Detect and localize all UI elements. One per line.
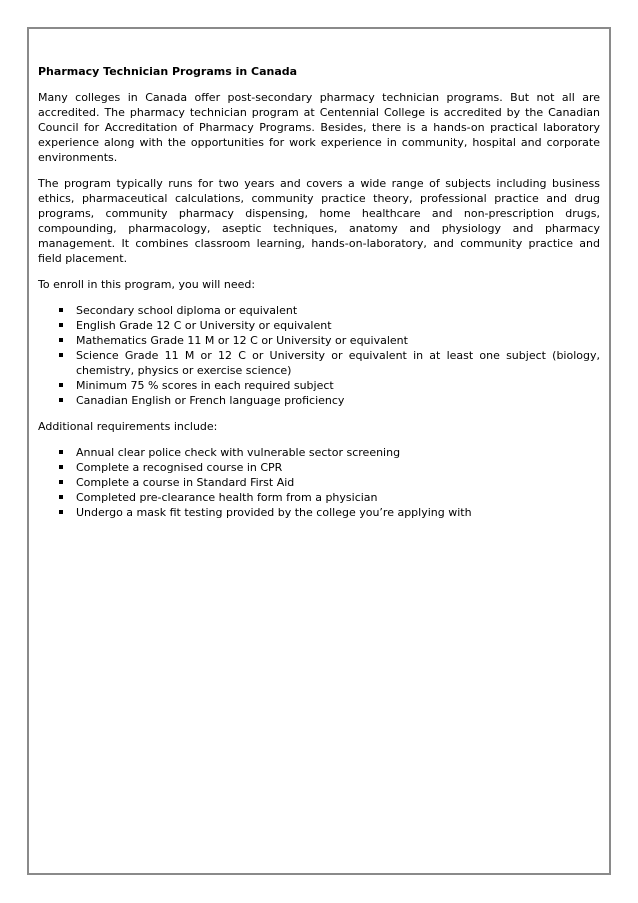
document-title: Pharmacy Technician Programs in Canada [38, 65, 298, 78]
list-item [38, 475, 600, 490]
list-item [38, 490, 600, 505]
bullet-icon [59, 495, 63, 499]
list-item-text: Minimum 75 % scores in each required subject [76, 379, 334, 392]
bullet-icon [59, 398, 63, 402]
list-item [38, 333, 600, 348]
list-item-text: Complete a recognised course in CPR [76, 461, 283, 474]
list-item [38, 393, 600, 408]
document-body [38, 64, 600, 531]
additional-requirements-list [38, 445, 600, 520]
bullet-icon [59, 450, 63, 454]
bullet-icon [59, 510, 63, 514]
bullet-icon [59, 480, 63, 484]
list-item-text: Completed pre-clearance health form from a physician [76, 491, 378, 504]
bullet-icon [59, 338, 63, 342]
list-item [38, 318, 600, 333]
bullet-icon [59, 465, 63, 469]
bullet-icon [59, 308, 63, 312]
bullet-icon [59, 323, 63, 327]
list-item-text: Undergo a mask fit testing provided by the college you’re applying with [76, 506, 472, 519]
bullet-icon [59, 353, 63, 357]
list-item [38, 505, 600, 520]
additional-intro: Additional requirements include: [38, 420, 218, 433]
list-item [38, 303, 600, 318]
list-item-text: Complete a course in Standard First Aid [76, 476, 295, 489]
list-item [38, 378, 600, 393]
list-item-text: Secondary school diploma or equivalent [76, 304, 298, 317]
bullet-icon [59, 383, 63, 387]
intro-paragraph: Many colleges in Canada offer post-secondary pharmacy technician programs. But not all are accredited. The pharmacy technician program at Centennial College is accredited by the Canadian Council for Accreditation of Pharmacy Programs. Besides, there is a hands-on practical laboratory experience along with the opportunities for work experience in community, hospital and corporate environments. [38, 91, 600, 164]
enroll-requirements-list [38, 303, 600, 408]
list-item-text: Mathematics Grade 11 M or 12 C or University or equivalent [76, 334, 408, 347]
list-item-text: Canadian English or French language proficiency [76, 394, 345, 407]
list-item [38, 445, 600, 460]
list-item-text: English Grade 12 C or University or equivalent [76, 319, 332, 332]
enroll-intro: To enroll in this program, you will need: [38, 278, 256, 291]
list-item [38, 460, 600, 475]
list-item [38, 348, 600, 378]
program-paragraph: The program typically runs for two years and covers a wide range of subjects including business ethics, pharmaceutical calculations, community practice theory, professional practice and drug programs, community pharmacy dispensing, home healthcare and non-prescription drugs, compounding, pharmacology, aseptic techniques, anatomy and physiology and pharmacy management. It combines classroom learning, hands-on-laboratory, and community practice and field placement. [38, 177, 600, 265]
list-item-text: Annual clear police check with vulnerable sector screening [76, 446, 401, 459]
list-item-text: Science Grade 11 M or 12 C or University or equivalent in at least one subject (biology, chemistry, physics or exercise science) [76, 349, 600, 377]
